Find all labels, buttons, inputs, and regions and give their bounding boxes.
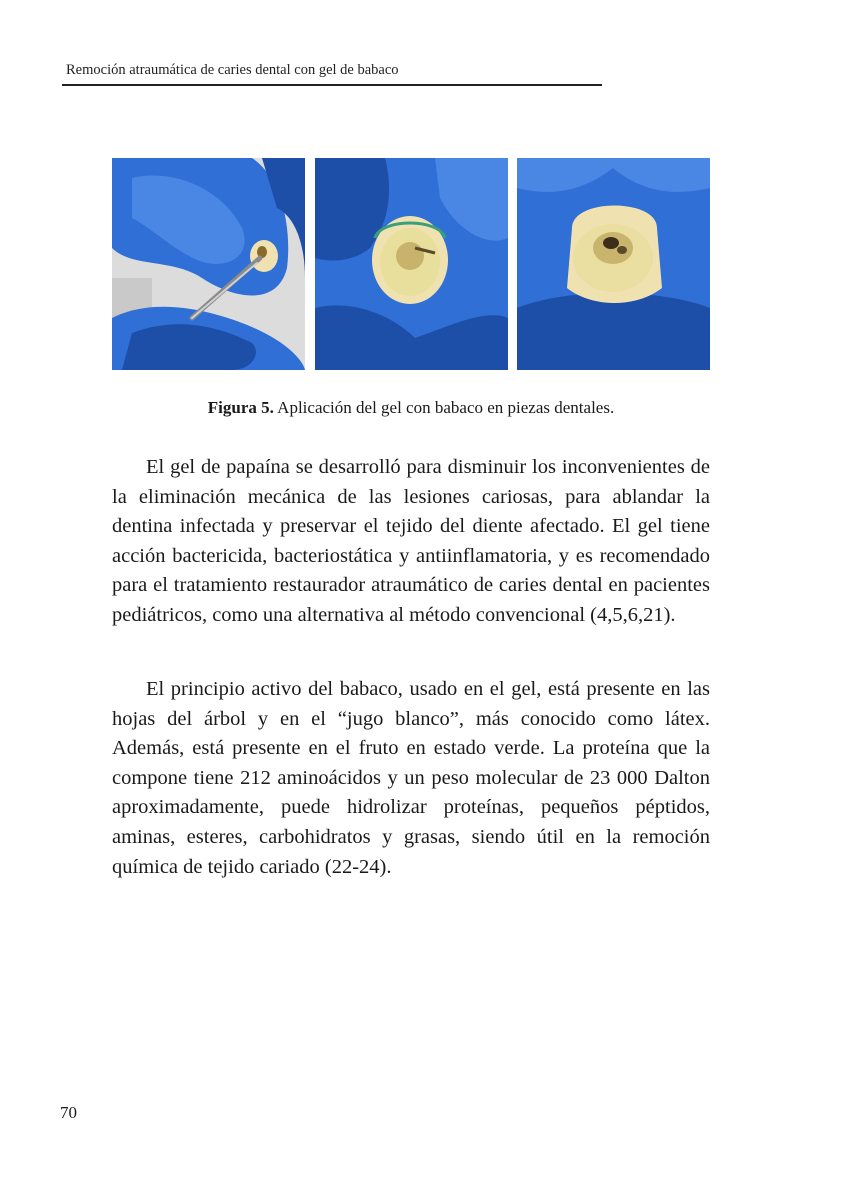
photo-tooth-with-gel-closeup bbox=[517, 158, 710, 370]
running-header: Remoción atraumática de caries dental con gel de babaco bbox=[66, 62, 399, 78]
body-paragraph-2: El principio activo del babaco, usado en el gel, está presente en las hojas del árbol y en el “jugo blanco”, más conocido como látex. Además, está presente en el fruto en estado verde. La proteína que la compone tiene 212 aminoácidos y un peso molecular de 23 000 Dalton aproximadamente, puede hidrolizar proteínas, pequeños péptidos, aminas, esteres, carbohidratos y grasas, siendo útil en la remoción química de tejido cariado (22-24). bbox=[112, 678, 710, 878]
figure-caption bbox=[112, 398, 710, 418]
body-paragraph-1: El gel de papaína se desarrolló para disminuir los inconvenientes de la eliminación mecánica de las lesiones cariosas, para ablandar la dentina infectada y preservar el tejido del diente afectado. El gel tiene acción bactericida, bacteriostática y antiinflamatoria, y es recomendado para el tratamiento restaurador atraumático de caries dental en pacientes pediátricos, como una alternativa al método convencional (4,5,6,21). bbox=[112, 456, 710, 626]
figure-caption-text: Aplicación del gel con babaco en piezas dentales. bbox=[273, 398, 615, 417]
figure-photos bbox=[112, 158, 710, 370]
photo-gloved-hands-tweezers-tooth bbox=[112, 158, 305, 370]
header-rule bbox=[62, 84, 602, 86]
figure-label: Figura 5. bbox=[207, 398, 274, 417]
photo-tooth-with-gel-front bbox=[315, 158, 508, 370]
page-number: 70 bbox=[60, 1103, 77, 1122]
